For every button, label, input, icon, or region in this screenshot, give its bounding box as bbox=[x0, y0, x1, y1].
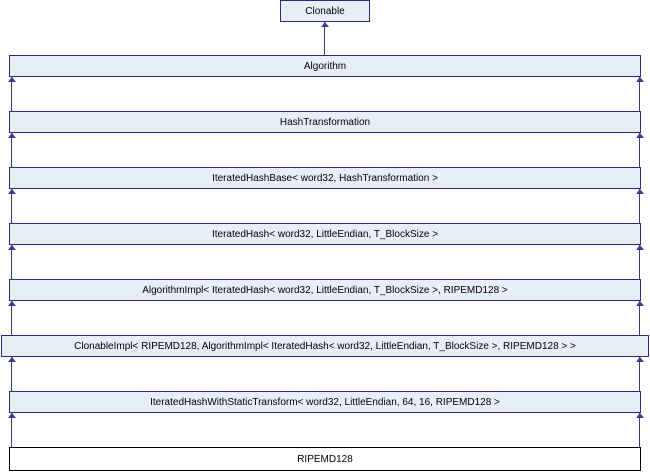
inheritance-edge bbox=[639, 413, 640, 447]
class-node-clonable[interactable] bbox=[280, 0, 370, 22]
inheritance-arrow-icon bbox=[8, 301, 16, 306]
class-node-iteratedhash[interactable] bbox=[9, 223, 641, 245]
inheritance-arrow-icon bbox=[636, 413, 644, 418]
class-node-label: RIPEMD128 bbox=[297, 453, 353, 465]
class-node-iteratedhashwithstatictransform[interactable] bbox=[9, 391, 641, 413]
class-node-label: ClonableImpl< RIPEMD128, AlgorithmImpl< IteratedHash< word32, LittleEndian, T_BlockSize >, RIPEMD128 > > bbox=[74, 340, 576, 352]
inheritance-arrow-icon bbox=[636, 245, 644, 250]
class-node-clonableimpl[interactable] bbox=[1, 335, 649, 357]
inheritance-edge bbox=[639, 77, 640, 111]
inheritance-edge bbox=[11, 301, 12, 335]
class-node-label: IteratedHashBase< word32, HashTransformation > bbox=[212, 172, 438, 184]
inheritance-edge bbox=[639, 245, 640, 279]
inheritance-edge bbox=[639, 301, 640, 335]
class-node-label: IteratedHash< word32, LittleEndian, T_BlockSize > bbox=[211, 228, 439, 240]
class-node-label: Clonable bbox=[305, 5, 345, 17]
inheritance-edge bbox=[11, 77, 12, 111]
inheritance-edge bbox=[11, 413, 12, 447]
inheritance-edge bbox=[11, 133, 12, 167]
inheritance-edge bbox=[639, 133, 640, 167]
inheritance-arrow-icon bbox=[321, 22, 329, 27]
inheritance-arrow-icon bbox=[8, 245, 16, 250]
inheritance-arrow-icon bbox=[636, 133, 644, 138]
inheritance-edge bbox=[11, 245, 12, 279]
inheritance-arrow-icon bbox=[8, 133, 16, 138]
inheritance-edge bbox=[11, 189, 12, 223]
class-node-algorithm[interactable] bbox=[9, 55, 641, 77]
inheritance-arrow-icon bbox=[8, 357, 16, 362]
inheritance-edge bbox=[639, 189, 640, 223]
inheritance-arrow-icon bbox=[8, 413, 16, 418]
inheritance-arrow-icon bbox=[8, 77, 16, 82]
inheritance-edge bbox=[639, 357, 640, 391]
inheritance-edge bbox=[11, 357, 12, 391]
inheritance-arrow-icon bbox=[636, 189, 644, 194]
class-node-label: AlgorithmImpl< IteratedHash< word32, LittleEndian, T_BlockSize >, RIPEMD128 > bbox=[142, 284, 508, 296]
class-node-hashtransformation[interactable] bbox=[9, 111, 641, 133]
class-node-ripemd128[interactable] bbox=[9, 447, 641, 471]
class-node-label: HashTransformation bbox=[279, 116, 371, 128]
class-node-iteratedhashbase[interactable] bbox=[9, 167, 641, 189]
inheritance-arrow-icon bbox=[636, 301, 644, 306]
inheritance-arrow-icon bbox=[8, 189, 16, 194]
inheritance-arrow-icon bbox=[636, 357, 644, 362]
class-node-label: IteratedHashWithStaticTransform< word32, LittleEndian, 64, 16, RIPEMD128 > bbox=[150, 396, 500, 408]
inheritance-arrow-icon bbox=[636, 77, 644, 82]
class-node-algorithmimpl[interactable] bbox=[9, 279, 641, 301]
class-node-label: Algorithm bbox=[303, 60, 347, 72]
